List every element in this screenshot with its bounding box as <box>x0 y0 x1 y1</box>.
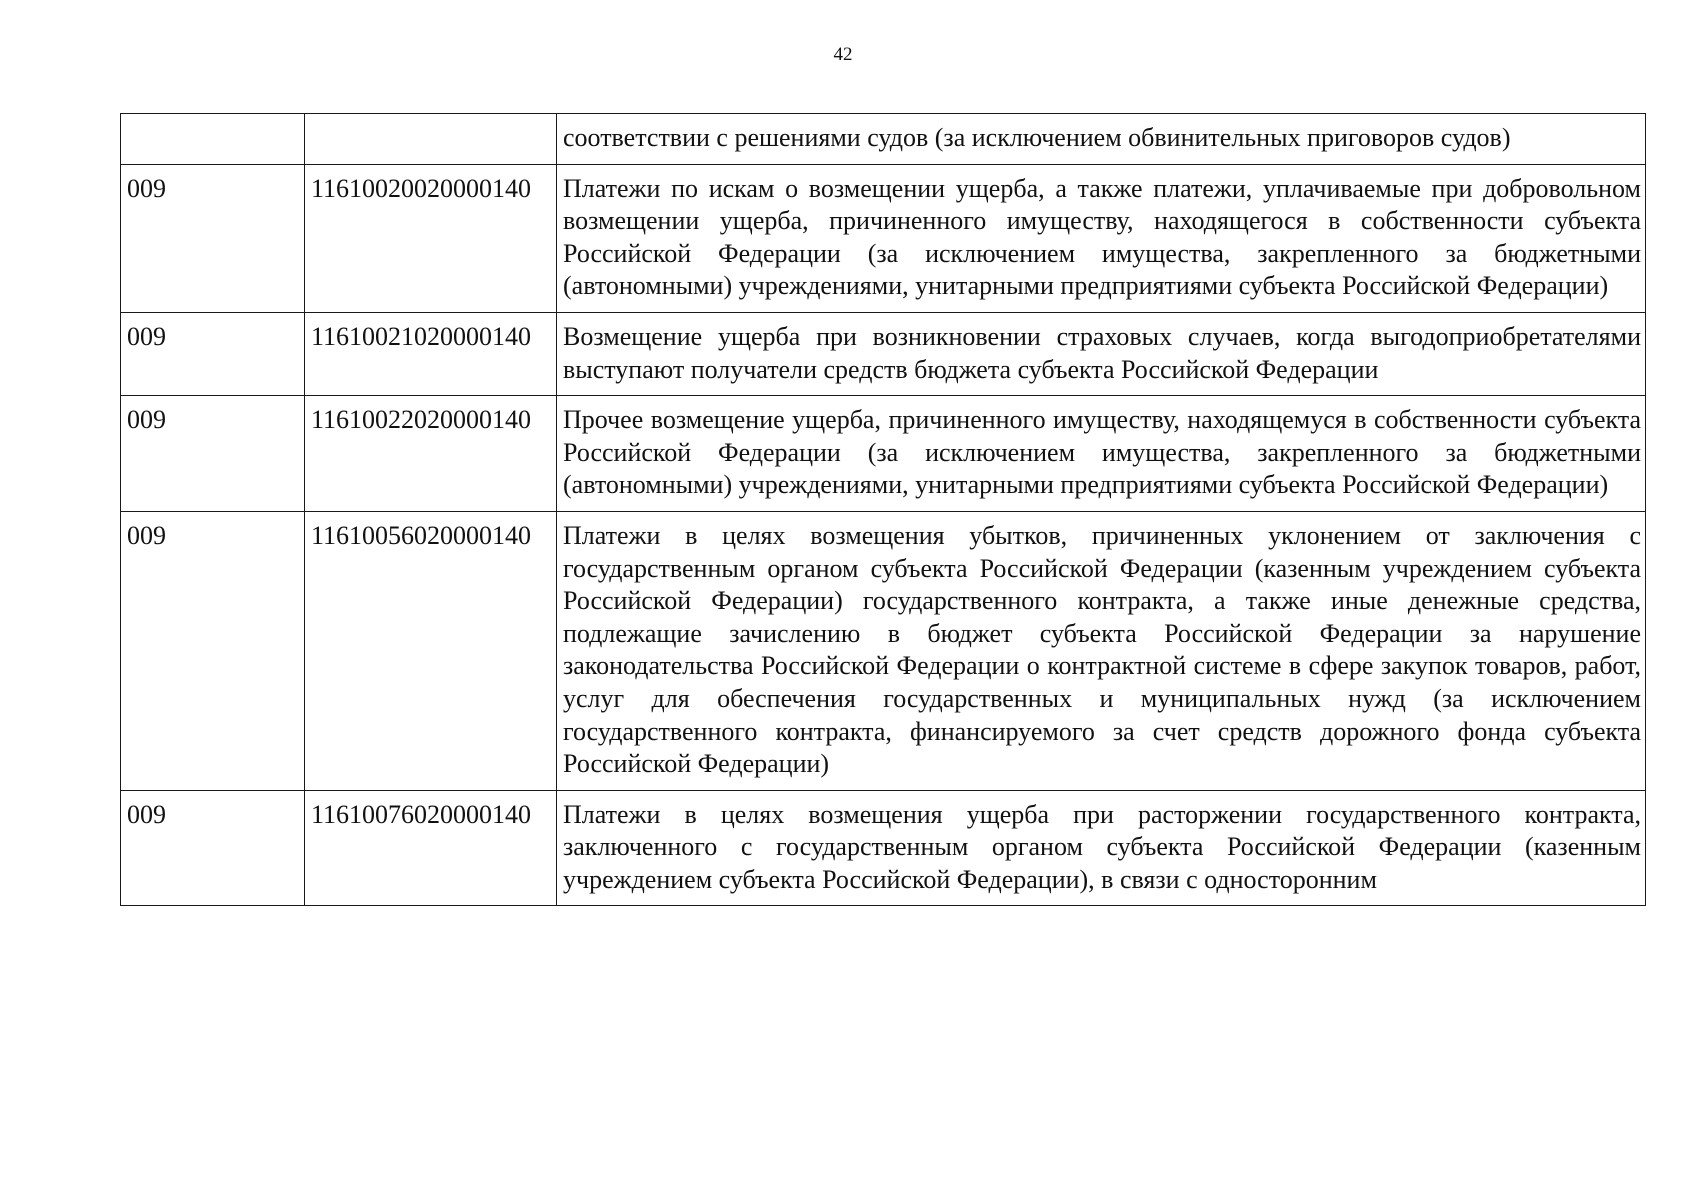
revenue-code-cell: 11610076020000140 <box>305 790 557 906</box>
table-row <box>121 164 1646 312</box>
table-row <box>121 511 1646 790</box>
admin-code-cell: 009 <box>121 511 305 790</box>
description-cell: Платежи по искам о возмещении ущерба, а также платежи, уплачиваемые при добровольном возмещении ущерба, причиненного имуществу, находящегося в собственности субъекта Российской Федерации (за исключением имущества, закрепленного за бюджетными (автономными) учреждениями, унитарными предприятиями субъекта Российской Федерации) <box>557 164 1646 312</box>
page-number: 42 <box>833 44 853 65</box>
description-cell: Возмещение ущерба при возникновении страховых случаев, когда выгодоприобретателями выступают получатели средств бюджета субъекта Российской Федерации <box>557 312 1646 395</box>
admin-code-cell: 009 <box>121 396 305 512</box>
table-row <box>121 396 1646 512</box>
table-row <box>121 312 1646 395</box>
table-row <box>121 114 1646 165</box>
admin-code-cell <box>121 114 305 165</box>
description-cell: соответствии с решениями судов (за исключением обвинительных приговоров судов) <box>557 114 1646 165</box>
revenue-code-cell: 11610022020000140 <box>305 396 557 512</box>
revenue-code-cell: 11610020020000140 <box>305 164 557 312</box>
description-cell: Платежи в целях возмещения ущерба при расторжении государственного контракта, заключенного с государственным органом субъекта Российской Федерации (казенным учреждением субъекта Российской Федерации), в связи с односторонним <box>557 790 1646 906</box>
table-row <box>121 790 1646 906</box>
revenue-code-cell: 11610021020000140 <box>305 312 557 395</box>
admin-code-cell: 009 <box>121 164 305 312</box>
description-cell: Прочее возмещение ущерба, причиненного имуществу, находящемуся в собственности субъекта Российской Федерации (за исключением имущества, закрепленного за бюджетными (автономными) учреждениями, унитарными предприятиями субъекта Российской Федерации) <box>557 396 1646 512</box>
description-cell: Платежи в целях возмещения убытков, причиненных уклонением от заключения с государственным органом субъекта Российской Федерации (казенным учреждением субъекта Российской Федерации) государственного контракта, а также иные денежные средства, подлежащие зачислению в бюджет субъекта Российской Федерации за нарушение законодательства Российской Федерации о контрактной системе в сфере закупок товаров, работ, услуг для обеспечения государственных и муниципальных нужд (за исключением государственного контракта, финансируемого за счет средств дорожного фонда субъекта Российской Федерации) <box>557 511 1646 790</box>
revenue-code-cell <box>305 114 557 165</box>
revenue-codes-table <box>120 113 1646 906</box>
admin-code-cell: 009 <box>121 312 305 395</box>
admin-code-cell: 009 <box>121 790 305 906</box>
revenue-code-cell: 11610056020000140 <box>305 511 557 790</box>
